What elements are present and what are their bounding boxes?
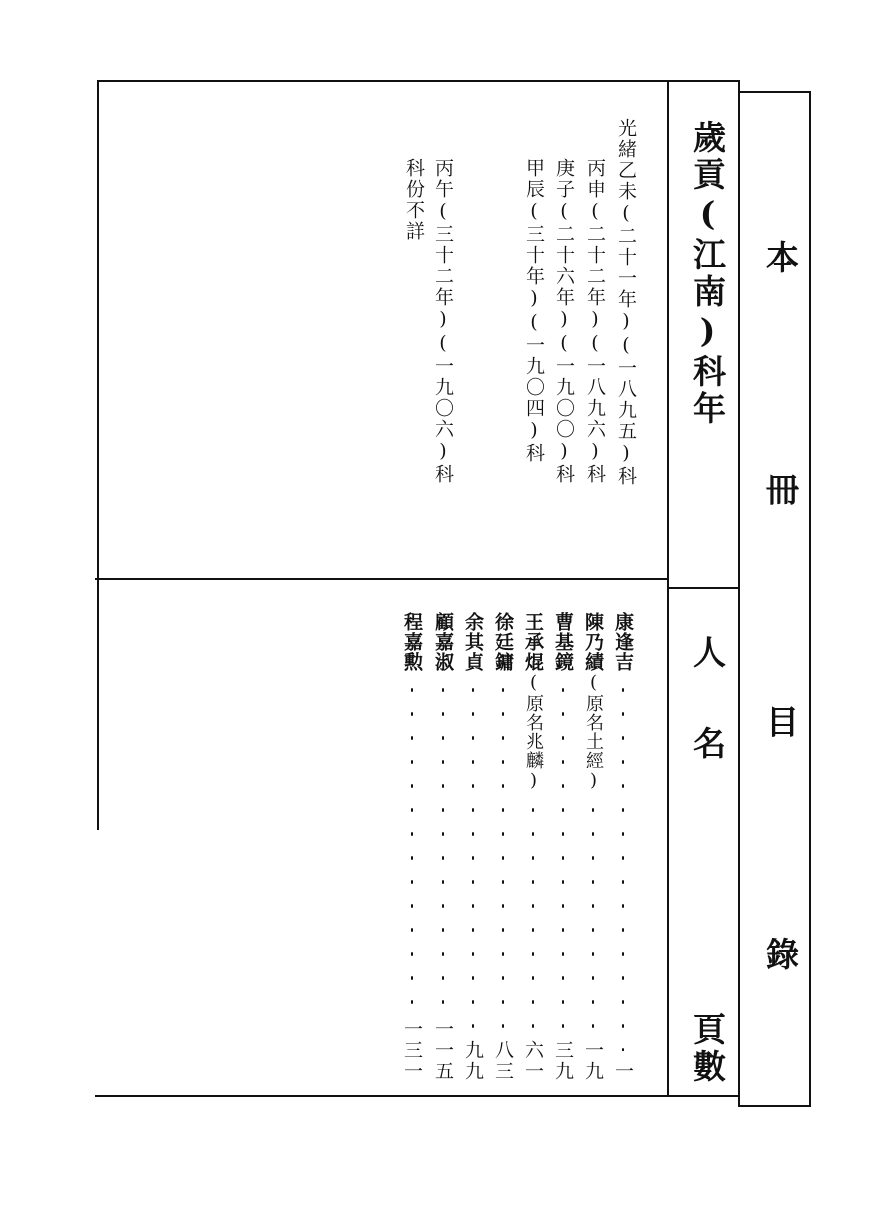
- entry-alias: (原名土經): [583, 672, 604, 792]
- leader-dots: [411, 678, 413, 1009]
- entry-name: 曹基鏡: [552, 612, 574, 672]
- frame-top-border: [97, 80, 739, 82]
- frame-left-border: [97, 80, 99, 830]
- entry-page: 一一五: [432, 1019, 454, 1082]
- entry-page: 一三一: [401, 1019, 423, 1082]
- frame-top-border-right: [739, 91, 811, 93]
- list-item: [578, 612, 608, 1082]
- list-item: [458, 612, 488, 1082]
- list-item: [518, 612, 548, 1082]
- frame-bottom-border-right: [739, 1105, 811, 1107]
- leader-dots: [532, 798, 534, 1030]
- entry-page: 九九: [462, 1040, 484, 1082]
- year-entry: 丙午(三十二年)(一九〇六)科: [432, 158, 454, 485]
- entry-name: 徐廷鏞: [492, 612, 514, 672]
- frame-bottom-border: [95, 1095, 739, 1097]
- page-title: 本冊目錄: [761, 240, 800, 970]
- list-item: [608, 612, 638, 1082]
- entry-name: 康逢吉: [612, 612, 634, 672]
- year-entry: 丙申(二十二年)(一八九六)科: [584, 158, 606, 485]
- leader-dots: [442, 678, 444, 1009]
- year-entry: 光緒乙未(二十一年)(一八九五)科: [615, 118, 637, 487]
- list-item: [548, 612, 578, 1082]
- year-entry: 科份不詳: [403, 158, 425, 242]
- list-item: [428, 612, 458, 1082]
- leader-dots: [472, 678, 474, 1030]
- frame-right-border: [809, 91, 811, 1107]
- entry-name: 顧嘉淑: [432, 612, 454, 672]
- year-entry: 庚子(二十六年)(一九〇〇)科: [553, 158, 575, 485]
- entry-page: 一: [612, 1061, 634, 1082]
- section-divider: [95, 578, 668, 580]
- leader-dots: [562, 678, 564, 1030]
- entry-name: 余其貞: [462, 612, 484, 672]
- entry-page: 六一: [522, 1040, 544, 1082]
- list-item: [488, 612, 518, 1082]
- leader-dots: [592, 798, 594, 1030]
- entry-alias: (原名兆麟): [523, 672, 544, 792]
- entry-name: 程嘉勲: [401, 612, 423, 672]
- header-section-divider: [668, 587, 738, 589]
- list-item: [397, 612, 427, 1082]
- header-year-label: 歲貢(江南)科年: [688, 120, 727, 428]
- header-page-label: 頁數: [688, 1012, 727, 1086]
- leader-dots: [502, 678, 504, 1030]
- year-entry: 甲辰(三十年)(一九〇四)科: [523, 158, 545, 464]
- title-column-divider: [738, 80, 740, 1107]
- entry-name: 陳乃績: [582, 612, 604, 672]
- entry-page: 一九: [582, 1040, 604, 1082]
- entry-page: 八三: [492, 1040, 514, 1082]
- leader-dots: [622, 678, 624, 1051]
- entry-page: 三九: [552, 1040, 574, 1082]
- entry-name: 王承焜: [522, 612, 544, 672]
- header-name-label: 人名: [688, 635, 727, 817]
